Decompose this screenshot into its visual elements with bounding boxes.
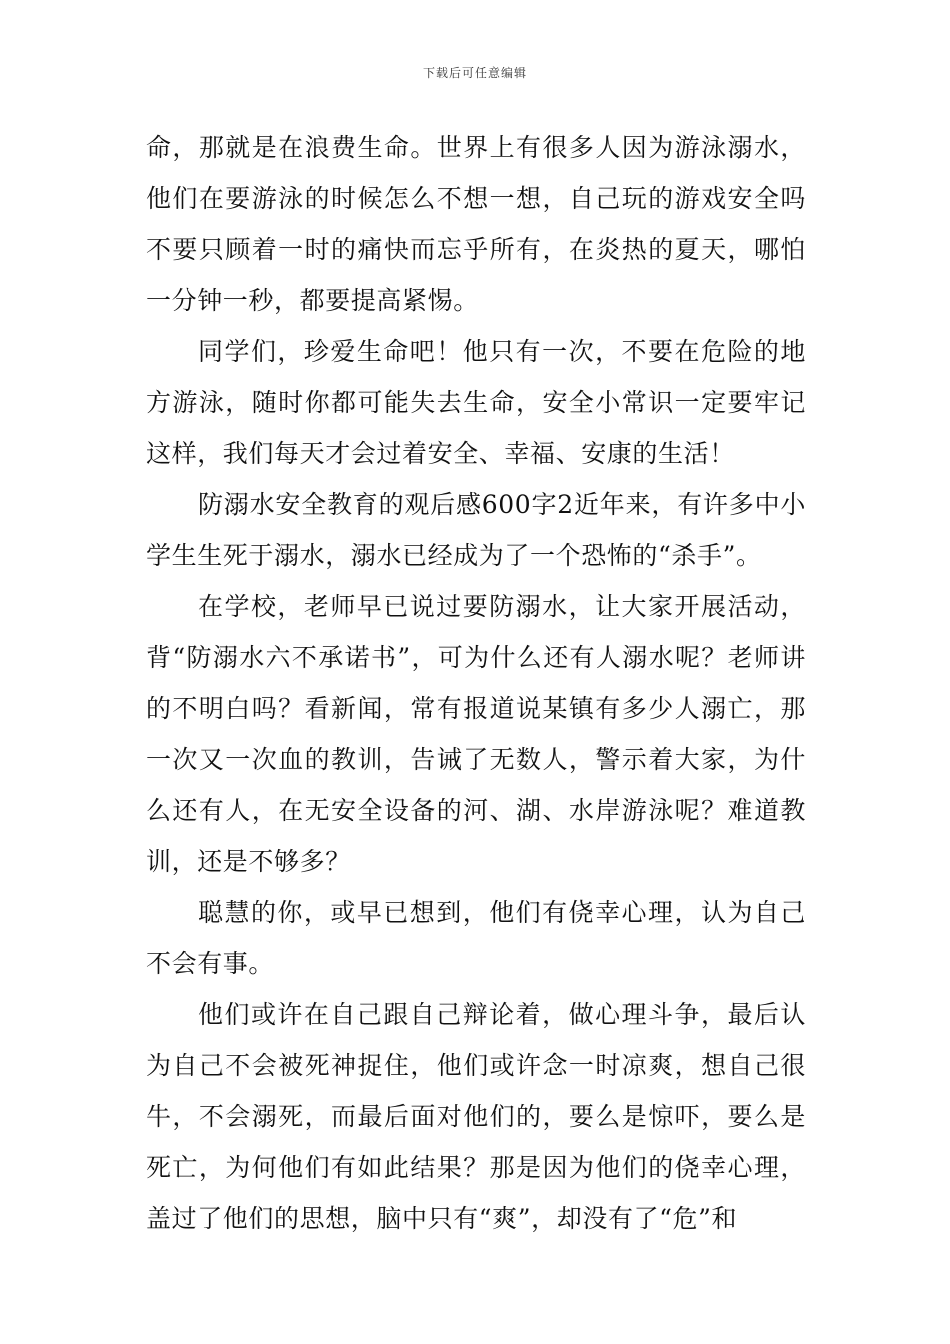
document-body: [146, 122, 806, 1244]
paragraph-1: 命，那就是在浪费生命。世界上有很多人因为游泳溺水，他们在要游泳的时候怎么不想一想，自己玩的游戏安全吗不要只顾着一时的痛快而忘乎所有，在炎热的夏天，哪怕一分钟一秒，都要提高紧惕。: [146, 133, 806, 315]
paragraph-6: 他们或许在自己跟自己辩论着，做心理斗争，最后认为自己不会被死神捉住，他们或许念一时凉爽，想自己很牛，不会溺死，而最后面对他们的，要么是惊吓，要么是死亡，为何他们有如此结果？那是因为他们的侥幸心理，盖过了他们的思想，脑中只有“爽”，却没有了“危”和: [146, 1000, 806, 1233]
paragraph-5: 聪慧的你，或早已想到，他们有侥幸心理，认为自己不会有事。: [146, 898, 806, 978]
page-header-note: 下载后可任意编辑: [422, 66, 527, 80]
paragraph-4: 在学校，老师早已说过要防溺水，让大家开展活动，背“防溺水六不承诺书”，可为什么还有人溺水呢？老师讲的不明白吗？看新闻，常有报道说某镇有多少人溺亡，那一次又一次血的教训，告诫了无数人，警示着大家，为什么还有人，在无安全设备的河、湖、水岸游泳呢？难道教训，还是不够多？: [146, 592, 806, 876]
paragraph-2: 同学们，珍爱生命吧！他只有一次，不要在危险的地方游泳，随时你都可能失去生命，安全小常识一定要牢记这样，我们每天才会过着安全、幸福、安康的生活！: [146, 337, 806, 468]
paragraph-3: 防溺水安全教育的观后感600字2近年来，有许多中小学生生死于溺水，溺水已经成为了一个恐怖的“杀手”。: [146, 490, 806, 570]
